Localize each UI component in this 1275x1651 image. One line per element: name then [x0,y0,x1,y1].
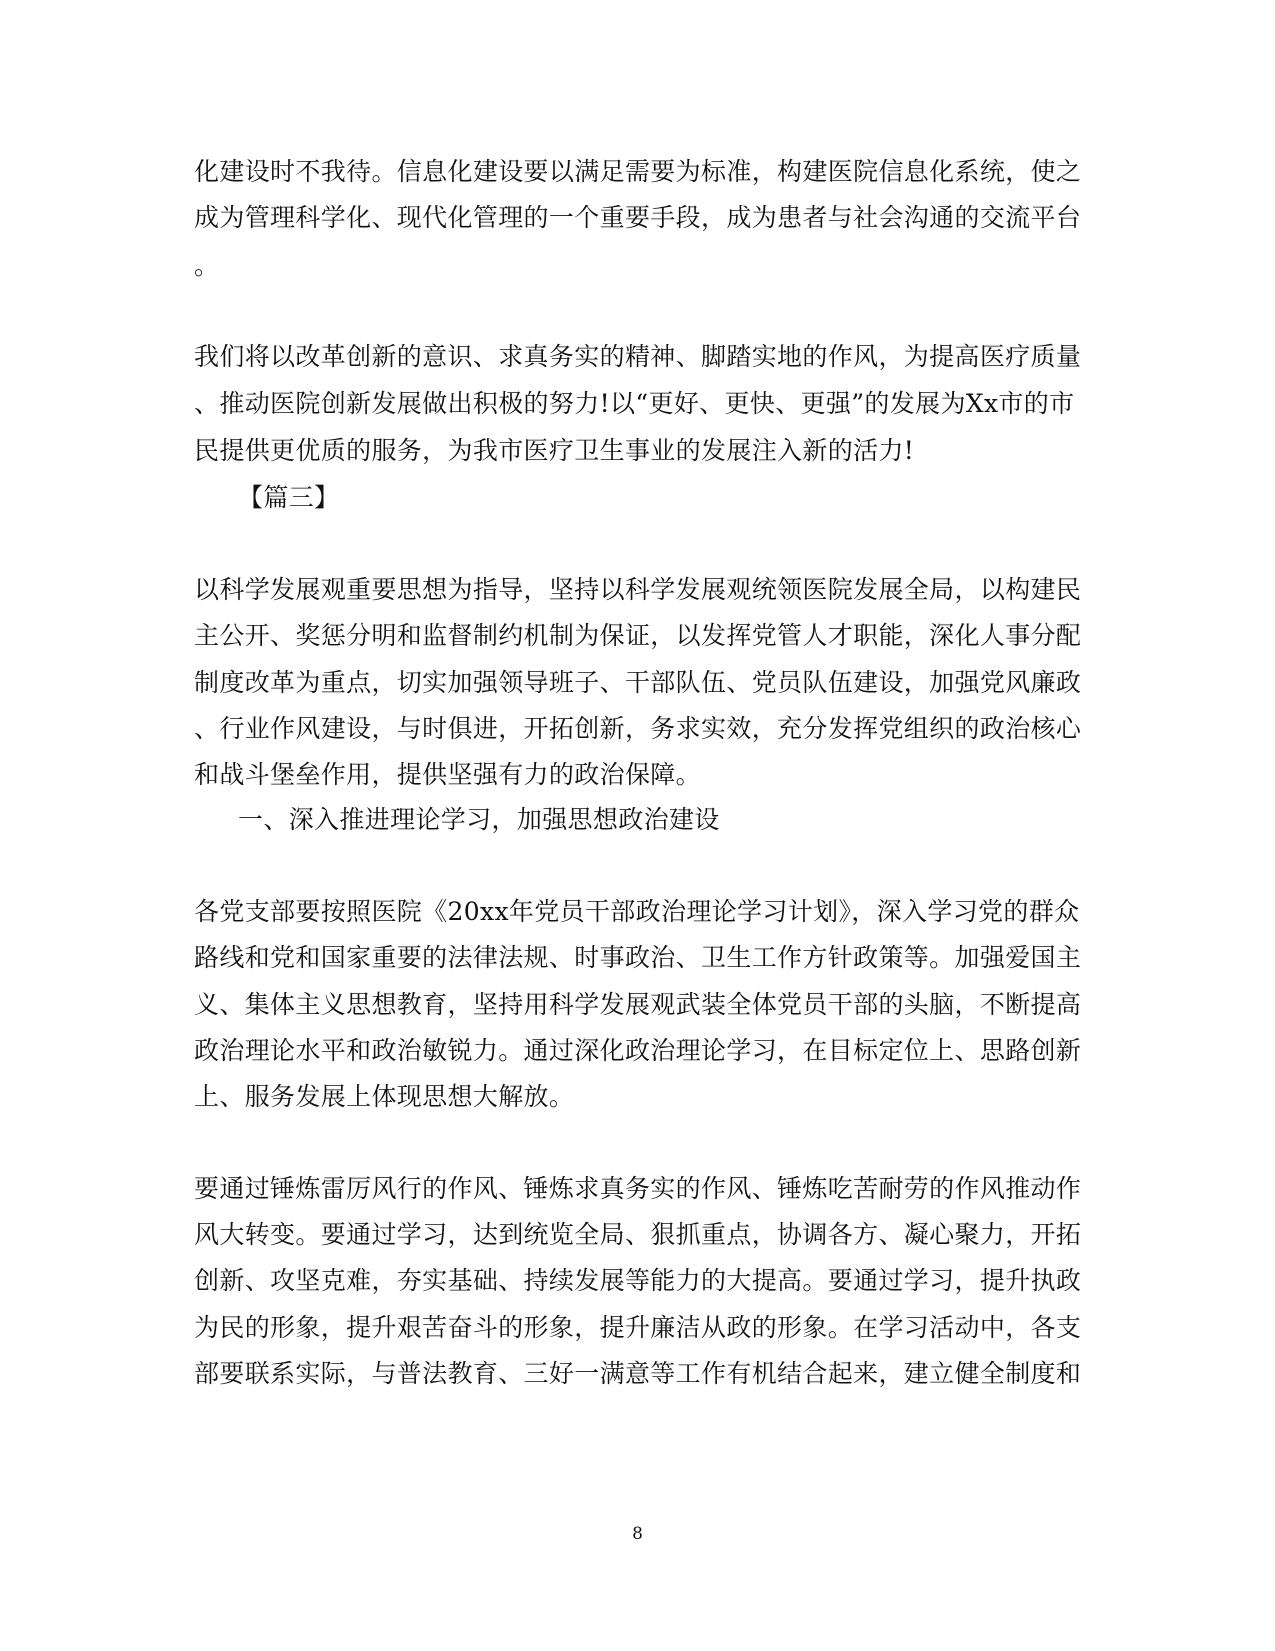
text-line: 义、集体主义思想教育，坚持用科学发展观武装全体党员干部的头脑，不断提高 [194,990,1082,1019]
text-line: 成为管理科学化、现代化管理的一个重要手段，成为患者与社会沟通的交流平台 [194,203,1082,232]
text-line: 我们将以改革创新的意识、求真务实的精神、脚踏实地的作风，为提高医疗质量 [194,342,1082,371]
text-line: 部要联系实际，与普法教育、三好一满意等工作有机结合起来，建立健全制度和 [194,1359,1082,1388]
text-line: 政治理论水平和政治敏锐力。通过深化政治理论学习，在目标定位上、思路创新 [194,1036,1082,1065]
page-number: 8 [632,1524,643,1544]
section-heading: 【篇三】 [238,483,340,512]
text-line: 为民的形象，提升艰苦奋斗的形象，提升廉洁从政的形象。在学习活动中，各支 [194,1313,1082,1342]
text-line: 创新、攻坚克难，夯实基础、持续发展等能力的大提高。要通过学习，提升执政 [194,1266,1082,1295]
text-line: 、推动医院创新发展做出积极的努力!以“更好、更快、更强”的发展为Xx市的市 [194,389,1075,418]
text-line: 上、服务发展上体现思想大解放。 [194,1082,575,1111]
text-line: 民提供更优质的服务，为我市医疗卫生事业的发展注入新的活力! [194,436,915,465]
text-line: 化建设时不我待。信息化建设要以满足需要为标准，构建医院信息化系统，使之 [194,157,1082,186]
text-line: 制度改革为重点，切实加强领导班子、干部队伍、党员队伍建设，加强党风廉政 [194,668,1082,697]
text-line: 。 [194,251,220,280]
text-line: 主公开、奖惩分明和监督制约机制为保证，以发挥党管人才职能，深化人事分配 [194,621,1082,650]
text-line: 要通过锤炼雷厉风行的作风、锤炼求真务实的作风、锤炼吃苦耐劳的作风推动作 [194,1174,1082,1203]
subsection-heading: 一、深入推进理论学习，加强思想政治建设 [238,805,720,834]
text-line: 和战斗堡垒作用，提供坚强有力的政治保障。 [194,760,702,789]
text-line: 路线和党和国家重要的法律法规、时事政治、卫生工作方针政策等。加强爱国主 [194,943,1082,972]
text-line: 风大转变。要通过学习，达到统览全局、狠抓重点，协调各方、凝心聚力，开拓 [194,1220,1082,1249]
text-line: 、行业作风建设，与时俱进，开拓创新，务求实效，充分发挥党组织的政治核心 [194,714,1082,743]
text-line: 以科学发展观重要思想为指导，坚持以科学发展观统领医院发展全局，以构建民 [194,575,1082,604]
text-line: 各党支部要按照医院《20xx年党员干部政治理论学习计划》，深入学习党的群众 [194,897,1080,926]
